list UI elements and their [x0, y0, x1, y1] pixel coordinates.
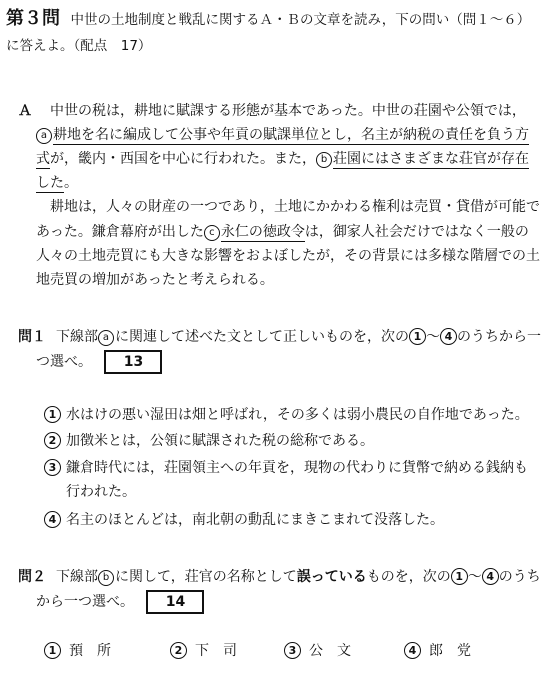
underline-c: 永仁の徳政令 — [220, 224, 305, 240]
q1-prompt-line-2: つ選べ。 13 — [36, 350, 162, 374]
q2-label: 問２ — [18, 569, 46, 585]
q1-choice-3[interactable]: 3 鎌倉時代には，荘園領主への年貢を，現物の代わりに貨幣で納める銭納も — [44, 457, 528, 477]
q1-label: 問１ — [18, 329, 46, 345]
q2-choice-ref-1: 1 — [451, 568, 468, 585]
passage-a-line-2 — [36, 124, 529, 144]
q2-choice-2[interactable]: 2 下 司 — [170, 640, 237, 660]
question-number: 第３問 — [6, 8, 60, 29]
q2-choice-ref-4: 4 — [482, 568, 499, 585]
passage-a-line-8: 地売買の増加があったと考えられる。 — [36, 272, 274, 288]
q2-choice-4[interactable]: 4 郎 党 — [404, 640, 471, 660]
header-line-2: に答えよ。（配点 17） — [6, 38, 152, 54]
underline-a-part-2: 式 — [36, 151, 50, 167]
passage-a-line-5: 耕地は，人々の財産の一つであり，土地にかかわる権利は売買・貸借が可能で — [50, 199, 540, 215]
q1-choice-2[interactable]: 2 加徴米とは，公領に賦課された税の総称である。 — [44, 430, 374, 450]
underline-marker-a: a — [36, 128, 52, 144]
q1-prompt-line-1: 問１ 下線部 a に関連して述べた文として正しいものを，次の 1 ～ 4 のうちから一 — [18, 329, 541, 345]
q1-answer-box[interactable]: 13 — [104, 350, 162, 374]
q1-choice-1[interactable]: 1 水はけの悪い湿田は畑と呼ばれ，その多くは弱小農民の自作地であった。 — [44, 404, 529, 424]
passage-a-line-6: あった。鎌倉幕府が出した c 永仁の徳政令は，御家人社会だけではなく一般の — [36, 224, 529, 240]
q1-choice-ref-4: 4 — [440, 328, 457, 345]
passage-a-line-7: 人々の土地売買にも大きな影響をおよぼしたが，その背景には多様な階層での土 — [36, 248, 540, 264]
underline-b-part-2: した — [36, 175, 64, 191]
q1-marker-a: a — [98, 330, 114, 346]
q2-answer-box[interactable]: 14 — [146, 590, 204, 614]
q2-prompt-line-2: から一つ選べ。 14 — [36, 590, 204, 614]
underline-b-part-1: 荘園にはさまざまな荘官が存在 — [333, 151, 529, 167]
question-header — [6, 4, 530, 30]
underline-marker-c: c — [204, 225, 220, 241]
underline-a-part-1: 耕地を名に編成して公事や年貢の賦課単位とし，名主が納税の責任を負う方 — [53, 127, 529, 143]
q2-emphasis: 誤っている — [296, 569, 367, 585]
passage-a-line-1: Ａ 中世の税は，耕地に賦課する形態が基本であった。中世の荘園や公領では， — [18, 103, 526, 119]
passage-a-line-3: 式が，畿内・西国を中心に行われた。また， b 荘園にはさまざまな荘官が存在 — [36, 151, 529, 167]
q1-choice-4[interactable]: 4 名主のほとんどは，南北朝の動乱にまきこまれて没落した。 — [44, 509, 444, 529]
passage-label: Ａ — [18, 103, 32, 119]
q1-choice-3-cont: 行われた。 — [66, 484, 136, 500]
underline-marker-b: b — [316, 152, 332, 168]
q1-choice-ref-1: 1 — [409, 328, 426, 345]
passage-a-line-4: した。 — [36, 175, 78, 191]
q2-prompt-line-1: 問２ 下線部 b に関して，荘官の名称として誤っているものを，次の 1 ～ 4 のうち — [18, 569, 541, 585]
q2-choice-3[interactable]: 3 公 文 — [284, 640, 351, 660]
q2-marker-b: b — [98, 570, 114, 586]
header-line-1: 中世の土地制度と戦乱に関するＡ・Ｂの文章を読み，下の問い（問１～６） — [70, 12, 531, 28]
q2-choice-1[interactable]: 1 預 所 — [44, 640, 111, 660]
